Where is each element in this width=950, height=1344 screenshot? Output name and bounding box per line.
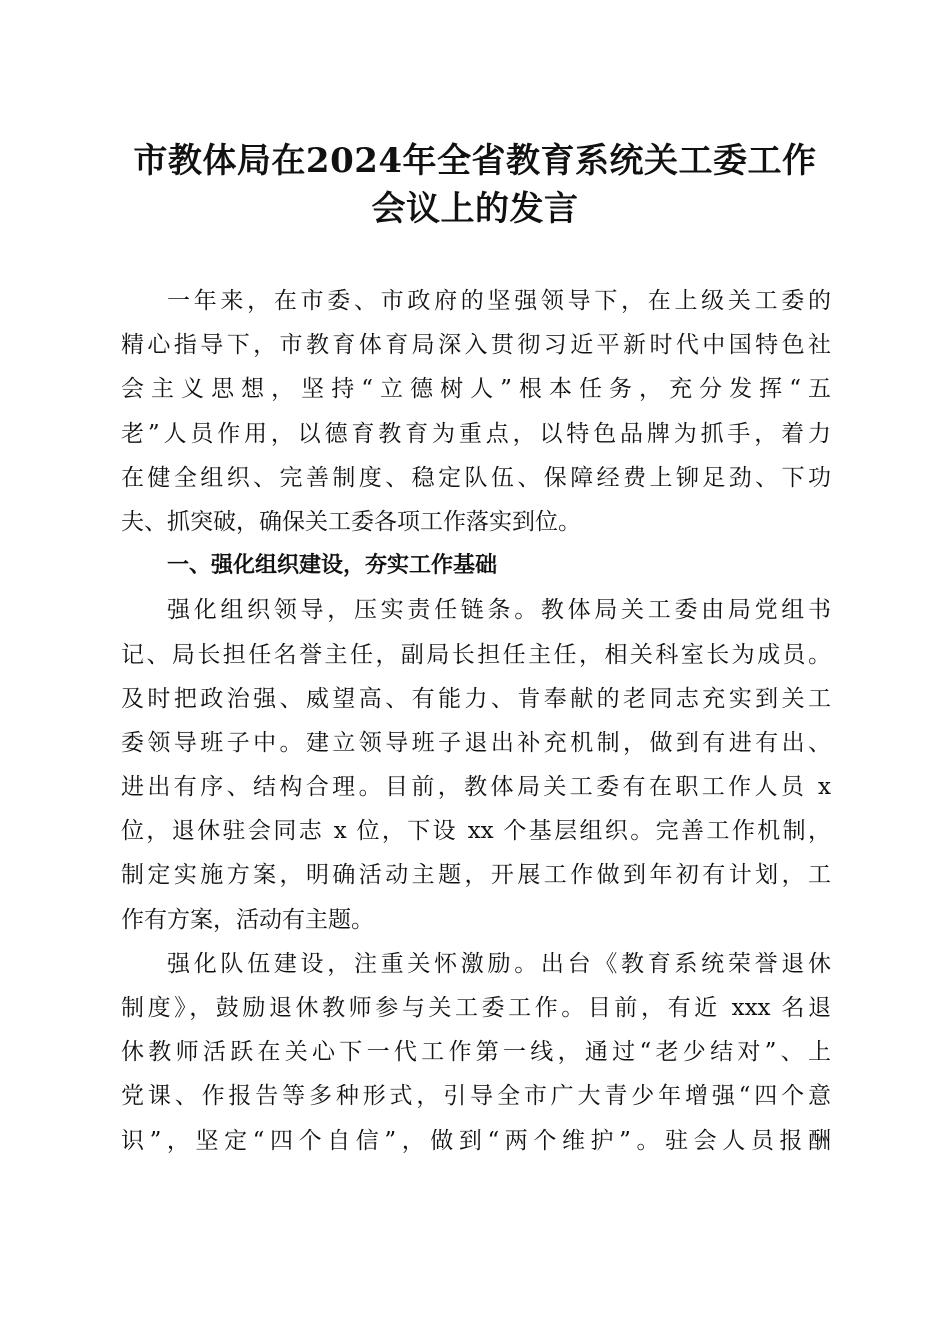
- paragraph-2-line: 强化组织领导，压实责任链条。教体局关工委由局党组书: [167, 597, 831, 624]
- paragraph-2-line: 作有方案，活动有主题。: [121, 906, 374, 933]
- document-body: [121, 279, 831, 1163]
- paragraph-3-line: 休教师活跃在关心下一代工作第一线，通过“老少结对”、上: [121, 1039, 831, 1066]
- paragraph-3-line: 强化队伍建设，注重关怀激励。出台《教育系统荣誉退休: [167, 950, 831, 977]
- paragraph-2-line: 制定实施方案，明确活动主题，开展工作做到年初有计划，工: [121, 862, 831, 889]
- paragraph-3-line: 党课、作报告等多种形式，引导全市广大青少年增强“四个意: [121, 1083, 831, 1110]
- paragraph-1-line: 老”人员作用，以德育教育为重点，以特色品牌为抓手，着力: [121, 420, 831, 447]
- paragraph-3-line: 识”，坚定“四个自信”，做到“两个维护”。驻会人员报酬: [121, 1127, 831, 1154]
- paragraph-2-line: 委领导班子中。建立领导班子退出补充机制，做到有进有出、: [121, 729, 831, 756]
- document-title: [90, 137, 860, 233]
- paragraph-3-line: 制度》，鼓励退休教师参与关工委工作。目前，有近 xxx 名退: [121, 995, 831, 1021]
- paragraph-2-line: 位，退休驻会同志 x 位，下设 xx 个基层组织。完善工作机制，: [121, 818, 831, 845]
- section-heading-1: 一、强化组织建设，夯实工作基础: [167, 553, 498, 579]
- paragraph-2-line: 及时把政治强、威望高、有能力、肯奉献的老同志充实到关工: [121, 685, 831, 712]
- title-line: 市教体局在2024年全省教育系统关工委工作: [133, 141, 817, 181]
- title-line: 会议上的发言: [371, 189, 579, 229]
- paragraph-1-line: 在健全组织、完善制度、稳定队伍、保障经费上铆足劲、下功: [121, 464, 831, 491]
- paragraph-2-line: 进出有序、结构合理。目前，教体局关工委有在职工作人员 x: [121, 774, 831, 801]
- paragraph-1-line: 夫、抓突破，确保关工委各项工作落实到位。: [121, 508, 581, 535]
- paragraph-1-line: 一年来，在市委、市政府的坚强领导下，在上级关工委的: [167, 288, 831, 314]
- paragraph-1-line: 精心指导下，市教育体育局深入贯彻习近平新时代中国特色社: [121, 332, 831, 359]
- paragraph-2-line: 记、局长担任名誉主任，副局长担任主任，相关科室长为成员。: [121, 641, 831, 668]
- paragraph-1-line: 会主义思想，坚持“立德树人”根本任务，充分发挥“五: [121, 376, 831, 403]
